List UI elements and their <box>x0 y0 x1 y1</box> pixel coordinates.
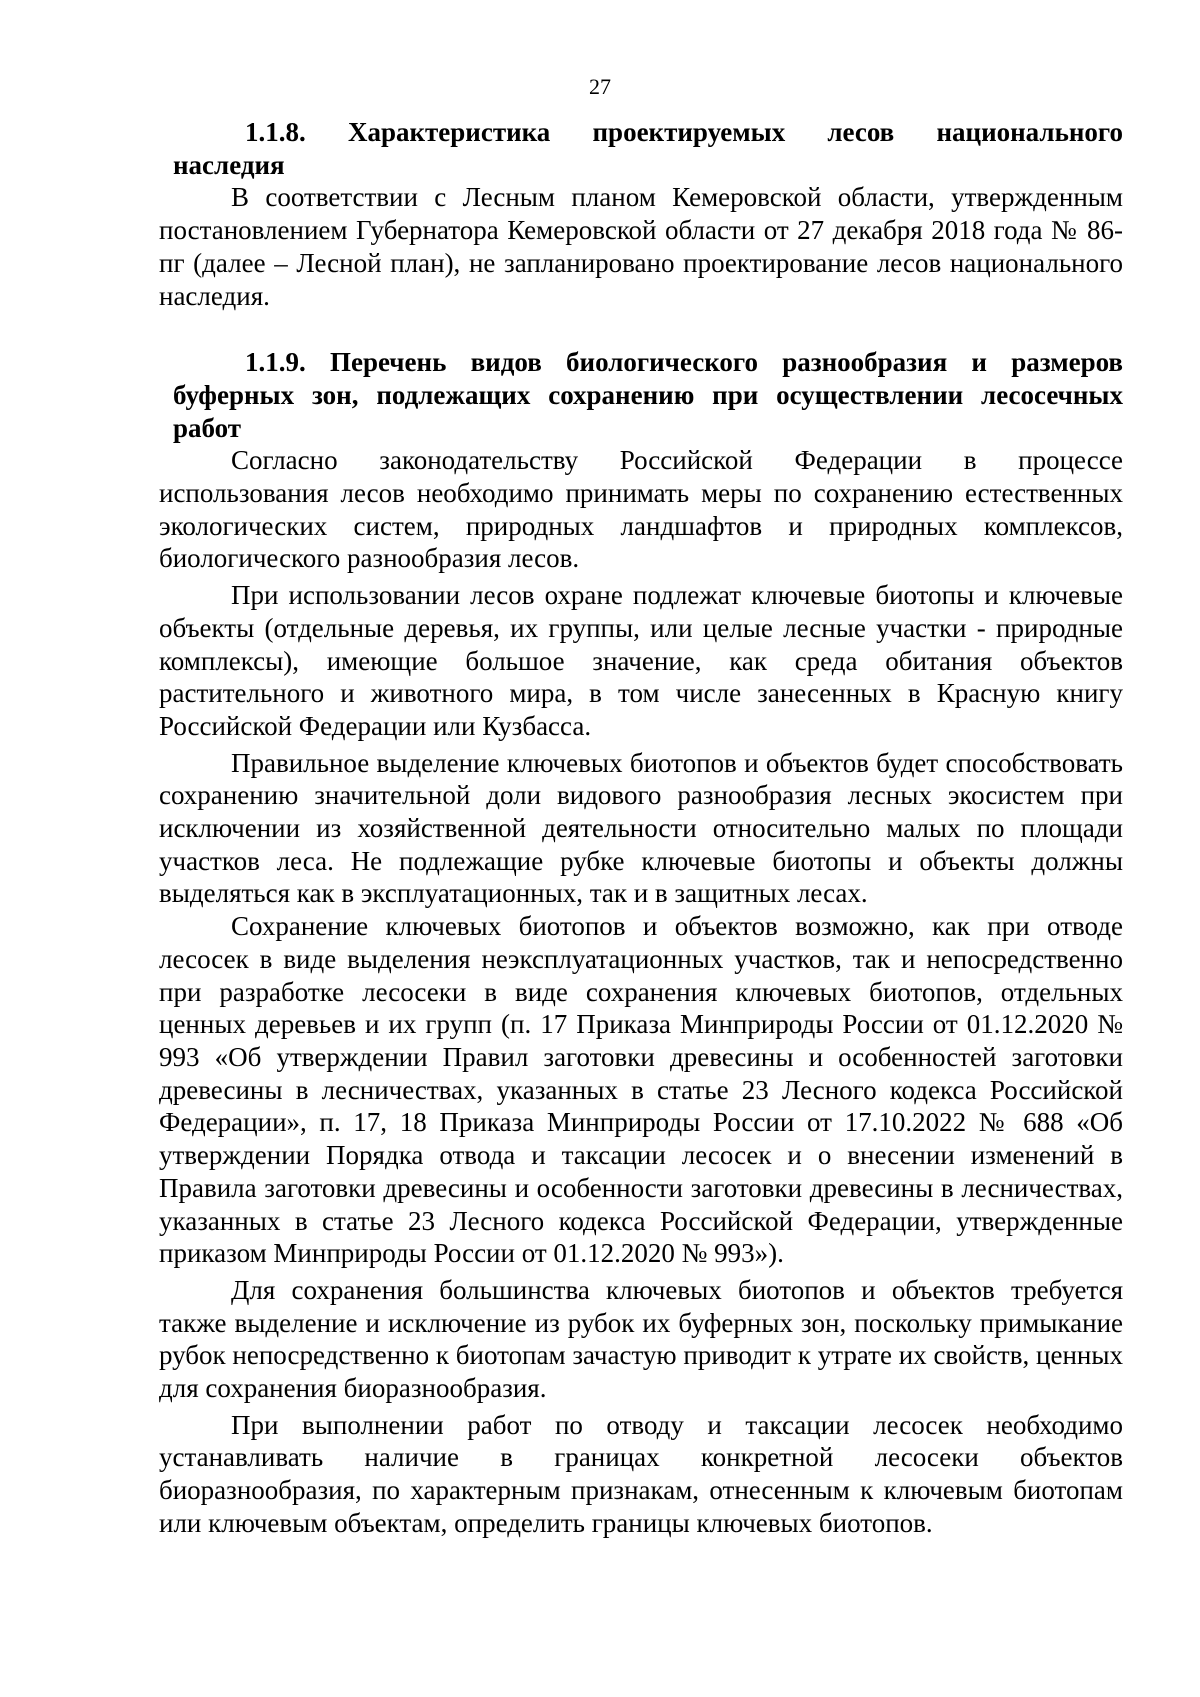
paragraph-1-1-9-4: Сохранение ключевых биотопов и объектов возможно, как при отводе лесосек в виде выделения неэксплуатационных участков, так и непосредственно при разработке лесосеки в виде сохранения ключевых биотопов, отдельных ценных деревьев и их групп (п. 17 Приказа Минприроды России от 01.12.2020 № 993 «Об утверждении Правил заготовки древесины и особенностей заготовки древесины в лесничествах, указанных в статье 23 Лесного кодекса Российской Федерации», п. 17, 18 Приказа Минприроды России от 17.10.2022 № 688 «Об утверждении Порядка отвода и таксации лесосек и о внесении изменений в Правила заготовки древесины и особенности заготовки древесины в лесничествах, указанных в статье 23 Лесного кодекса Российской Федерации, утвержденные приказом Минприроды России от 01.12.2020 № 993»). <box>159 911 1123 1269</box>
section-heading-1-1-8-line-1: 1.1.8. Характеристика проектируемых лесов национального <box>245 117 1123 147</box>
page-number: 27 <box>589 74 611 99</box>
section-heading-1-1-9-line-3: работ <box>173 412 242 443</box>
paragraph-1-1-8-1: В соответствии с Лесным планом Кемеровской области, утвержденным постановлением Губернатора Кемеровской области от 27 декабря 2018 года № 86-пг (далее – Лесной план), не запланировано проектирование лесов национального наследия. <box>159 182 1123 311</box>
paragraph-1-1-9-3: Правильное выделение ключевых биотопов и объектов будет способствовать сохранению значительной доли видового разнообразия лесных экосистем при исключении из хозяйственной деятельности относительно малых по площади участков леса. Не подлежащие рубке ключевые биотопы и объекты должны выделяться как в эксплуатационных, так и в защитных лесах. <box>159 747 1123 909</box>
section-heading-1-1-8-line-2: наследия <box>173 149 285 180</box>
section-heading-1-1-9 <box>173 346 1123 444</box>
paragraph-1-1-9-5: Для сохранения большинства ключевых биотопов и объектов требуется также выделение и исключение из рубок их буферных зон, поскольку примыкание рубок непосредственно к биотопам зачастую приводит к утрате их свойств, ценных для сохранения биоразнообразия. <box>159 1274 1123 1404</box>
section-1-1-9-body <box>159 444 1123 1539</box>
paragraph-1-1-9-1: Согласно законодательству Российской Федерации в процессе использования лесов необходимо принимать меры по сохранению естественных экологических систем, природных ландшафтов и природных комплексов, биологического разнообразия лесов. <box>159 445 1123 574</box>
section-heading-1-1-9-line-1: 1.1.9. Перечень видов биологического разнообразия и размеров <box>245 347 1123 378</box>
section-heading-1-1-9-line-2: буферных зон, подлежащих сохранению при осуществлении лесосечных <box>173 379 1123 410</box>
page-content <box>159 116 1123 1540</box>
paragraph-1-1-9-6: При выполнении работ по отводу и таксации лесосек необходимо устанавливать наличие в границах конкретной лесосеки объектов биоразнообразия, по характерным признакам, отнесенным к ключевым биотопам или ключевым объектам, определить границы ключевых биотопов. <box>159 1409 1123 1538</box>
paragraph-1-1-9-2: При использовании лесов охране подлежат ключевые биотопы и ключевые объекты (отдельные деревья, их группы, или целые лесные участки - природные комплексы), имеющие большое значение, как среда обитания объектов растительного и животного мира, в том числе занесенных в Красную книгу Российской Федерации или Кузбасса. <box>159 580 1123 741</box>
section-spacer <box>173 312 1123 346</box>
section-heading-1-1-8 <box>173 116 1123 181</box>
